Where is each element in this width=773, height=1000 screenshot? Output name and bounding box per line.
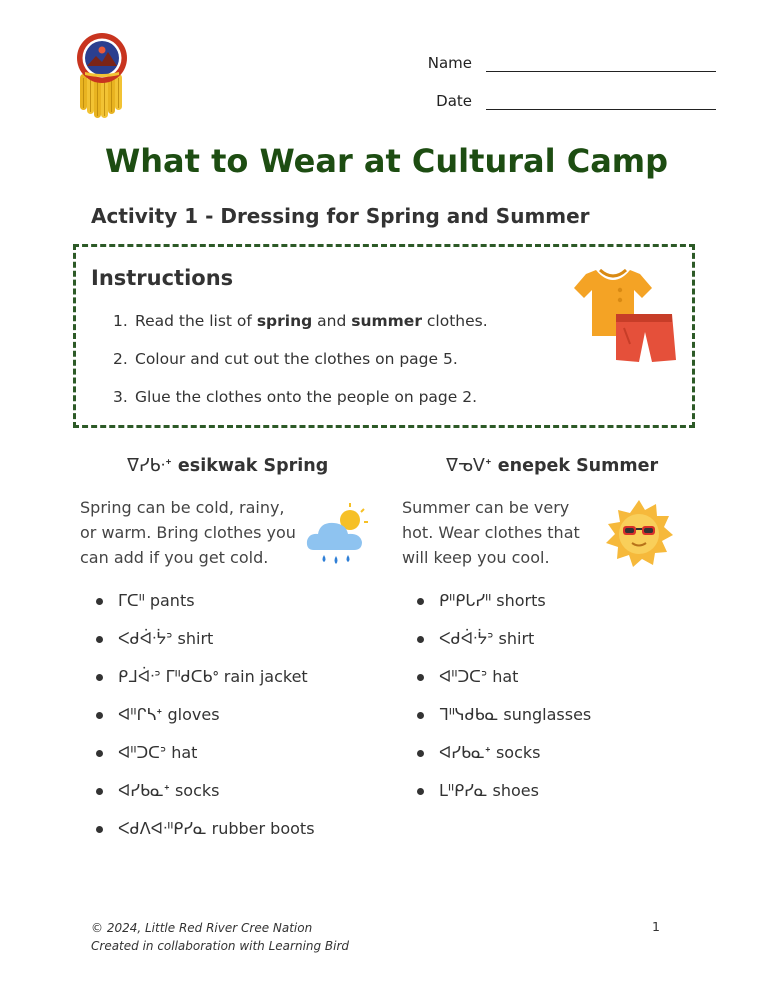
list-item: ᒪᐦᑭᓯᓇ shoes: [417, 780, 591, 818]
list-item: ᐊᓯᑲᓇᕀ socks: [417, 742, 591, 780]
summer-syllabics: ᐁᓀᐯᕀ: [446, 456, 492, 476]
summer-description-line: Summer can be very: [402, 498, 570, 517]
instruction-text: Colour and cut out the clothes on page 5.: [135, 350, 458, 368]
list-item: ᐊᐦᒋᓴᕀ gloves: [96, 704, 315, 742]
spring-description-line: can add if you get cold.: [80, 548, 269, 567]
footer-copyright: © 2024, Little Red River Cree Nation: [91, 921, 313, 935]
sun-with-sunglasses-icon: [604, 498, 674, 568]
list-item: ᒥᑕᐦ pants: [96, 590, 315, 628]
spring-description-line: Spring can be cold, rainy,: [80, 498, 285, 517]
list-item: ᐸᑯᐋᐧᔮᐣ shirt: [417, 628, 591, 666]
instruction-text: clothes.: [421, 312, 488, 330]
list-item: ᑭᐦᑭᒐᓯᐦ shorts: [417, 590, 591, 628]
footer-credit: Created in collaboration with Learning Bird: [91, 939, 350, 953]
list-item: ᑭᒧᐋᐧᐣ ᒥᐦᑯᑕᑲᐤ rain jacket: [96, 666, 315, 704]
instruction-bold-text: spring: [256, 312, 313, 330]
spring-heading: [127, 456, 328, 476]
summer-description-line: will keep you cool.: [402, 548, 550, 567]
activity-heading: Activity 1 - Dressing for Spring and Summer: [91, 204, 590, 228]
rain-cloud-sun-icon: [304, 498, 374, 568]
date-field[interactable]: [486, 109, 716, 110]
instruction-number: 3.: [113, 388, 128, 406]
summer-description-line: hot. Wear clothes that: [402, 523, 580, 542]
instruction-item: [113, 388, 477, 406]
date-label: Date: [436, 92, 472, 110]
instruction-bold-text: summer: [351, 312, 422, 330]
shirt-and-shorts-icon: [572, 266, 680, 366]
cree-nation-logo: [74, 32, 132, 118]
instruction-item: [113, 350, 458, 368]
list-item: ᒣᐦᓭᑯᑲᓇ sunglasses: [417, 704, 591, 742]
summer-heading: [446, 456, 658, 476]
instruction-text: and: [312, 312, 352, 330]
summer-heading-text: enepek Summer: [497, 456, 659, 476]
spring-clothes-list: [96, 590, 315, 856]
list-item: ᐊᓯᑲᓇᕀ socks: [96, 780, 315, 818]
instruction-number: 1.: [113, 312, 128, 330]
instruction-number: 2.: [113, 350, 128, 368]
list-item: ᐊᐦᑐᑕᐣ hat: [417, 666, 591, 704]
summer-clothes-list: [417, 590, 591, 818]
list-item: ᐸᑯᐋᐧᔮᐣ shirt: [96, 628, 315, 666]
instruction-text: Glue the clothes onto the people on page 2.: [135, 388, 478, 406]
instruction-item: [113, 312, 488, 330]
spring-description: [80, 495, 296, 570]
spring-syllabics: ᐁᓯᑲᐧᕀ: [127, 456, 172, 476]
name-field[interactable]: [486, 71, 716, 72]
spring-heading-text: esikwak Spring: [177, 456, 329, 476]
instructions-title: Instructions: [91, 266, 234, 290]
list-item: ᐸᑯᐱᐊᐧᐦᑭᓯᓇ rubber boots: [96, 818, 315, 856]
page-title: What to Wear at Cultural Camp: [104, 142, 669, 180]
list-item: ᐊᐦᑐᑕᐣ hat: [96, 742, 315, 780]
page-number: 1: [652, 919, 660, 934]
name-label: Name: [427, 54, 472, 72]
spring-description-line: or warm. Bring clothes you: [80, 523, 296, 542]
summer-description: [402, 495, 580, 570]
footer: [91, 919, 349, 955]
instruction-text: Read the list of: [135, 312, 257, 330]
